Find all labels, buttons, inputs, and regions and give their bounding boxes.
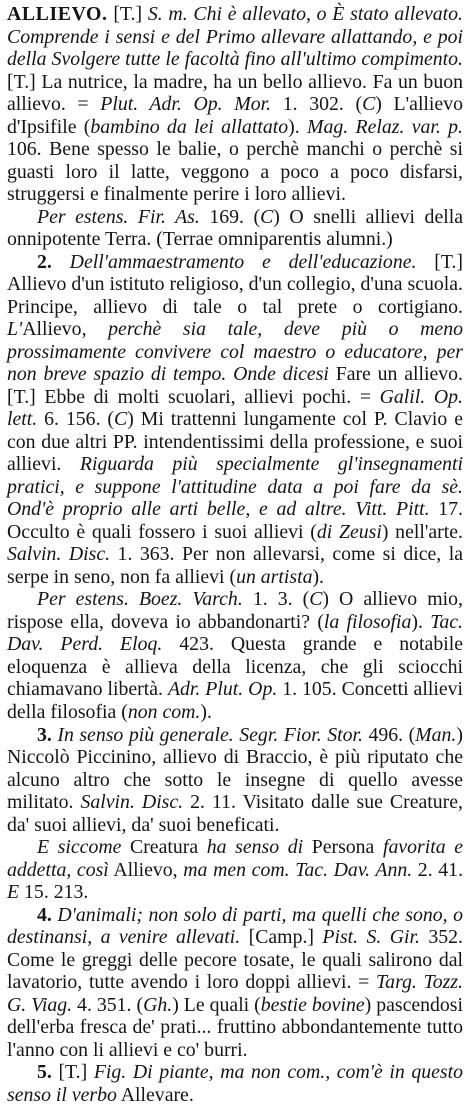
italic-text: E xyxy=(7,881,20,904)
text-run: Fare un allievo. [T.] Ebbe di molti scuolari, allievi pochi. = xyxy=(7,363,463,408)
italic-text: Salvin. Disc. xyxy=(7,543,111,566)
text-run: 2. 41. xyxy=(412,858,464,881)
entry-paragraph xyxy=(7,1061,463,1106)
text-run: ) Niccolò Piccinino, allievo di Braccio, è più riputato che alcuno altro che sotto le insegne di quello avesse militato. xyxy=(7,723,463,814)
entry-paragraph xyxy=(7,724,463,837)
italic-text: Man. xyxy=(415,723,457,746)
entry-paragraph xyxy=(7,251,463,589)
italic-text: D'animali; non solo di parti, ma quelli che sono, o destinansi, a venire allevati. xyxy=(7,903,463,949)
italic-text: bambino da lei allattato xyxy=(90,115,289,138)
text-run: [T.] xyxy=(51,1061,94,1084)
italic-text: C xyxy=(362,93,376,116)
sense-number: 5. xyxy=(37,1061,52,1084)
entry-paragraph xyxy=(7,588,463,723)
text-run: Allievo, xyxy=(108,858,184,881)
text-run: ) nell'arte. xyxy=(381,520,463,543)
italic-text: Targ. Tozz. G. Viag. xyxy=(7,971,463,1016)
italic-text: non com. xyxy=(127,700,201,723)
italic-text: Mag. Relaz. var. p. xyxy=(307,115,463,138)
text-run: [T.] La nutrice, la madre, ha un bello allievo. Fa un buon allievo. = xyxy=(7,70,463,116)
sense-number: 4. xyxy=(37,903,52,926)
text-run: 496. ( xyxy=(362,723,416,746)
dictionary-entry xyxy=(7,3,463,1106)
text-run: 17. Occulto è quali fossero i suoi allievi ( xyxy=(7,498,464,543)
italic-text: Fig. Di piante, ma non com., com'è in questo senso il verbo xyxy=(7,1061,464,1106)
text-run: 4. 351. ( xyxy=(72,993,144,1016)
italic-text: In senso più generale. Segr. Fior. Stor. xyxy=(57,723,363,746)
italic-text: C xyxy=(114,408,128,431)
text-run: 6. 156. ( xyxy=(37,408,115,431)
text-run: 2. 11. Visitato dalle sue Creature, da' suoi allievi, da' suoi beneficati. xyxy=(7,791,463,836)
text-run: [T.] Allievo d'un istituto religioso, d'un collegio, d'una scuola. Principe, allievo di tale o tal prete o cortigiano. xyxy=(7,250,463,318)
italic-text: Adr. Plut. Op. xyxy=(167,678,278,701)
italic-text: Per estens. Boez. Varch. xyxy=(37,588,243,611)
italic-text: C xyxy=(309,588,323,611)
italic-text: Dell'ammaestramento e dell'educazione. xyxy=(69,250,417,273)
headword: ALLIEVO. xyxy=(7,3,108,25)
italic-text: bestie bovine xyxy=(260,993,365,1016)
text-run: [T.] xyxy=(107,3,148,25)
sense-number: 3. xyxy=(37,723,52,746)
text-run: ) O allievo mio, rispose ella, doveva io abbandonarti? ( xyxy=(7,588,463,633)
italic-text: Salvin. Disc. xyxy=(80,791,184,814)
text-run: ) Le quali ( xyxy=(172,993,261,1016)
italic-text: un artista xyxy=(236,565,313,588)
text-run: 1. 105. Concetti allievi della filosofia ( xyxy=(7,678,463,723)
text-run: ) Mi trattenni lungamente col P. Clavio e con due altri PP. intendentissimi della professione, e suoi allievi. xyxy=(7,408,463,476)
text-run: Persona xyxy=(303,836,383,859)
italic-text: la filosofia xyxy=(323,610,412,633)
text-run: [Camp.] xyxy=(240,926,323,949)
text-run: ) pascendosi dell'erba fresca de' prati... fruttino abbondantemente tutto l'anno con li allievi e co' burri. xyxy=(7,993,463,1061)
text-run xyxy=(52,251,70,273)
italic-text: L' xyxy=(7,318,23,341)
text-run: 106. Bene spesso le balie, o perchè manchi o perchè si guasti loro il latte, veggono a poco a poco disfarsi, struggersi e finalmente perire i loro allievi. xyxy=(7,138,463,206)
italic-text: Plut. Adr. Op. Mor. xyxy=(100,93,272,116)
text-run: 352. Come le greggi delle pecore tosate, le quali salirono dal lavatorio, tutte avendo i loro doppi allievi. = xyxy=(7,926,463,994)
text-run: Allevare. xyxy=(116,1083,194,1106)
italic-text: E siccome xyxy=(37,836,122,859)
italic-text: ma men com. Tac. Dav. Ann. xyxy=(183,858,413,881)
italic-text: Pist. S. Gir. xyxy=(322,926,420,949)
sense-number: 2. xyxy=(37,250,52,273)
text-run: Allievo, xyxy=(22,318,109,341)
text-run: 423. Questa grande e notabile eloquenza è allieva della licenza, che gli sciocchi chiamavano libertà. xyxy=(7,633,463,701)
italic-text: Per estens. Fir. As. xyxy=(37,205,200,228)
italic-text: Tac. Dav. Perd. Eloq. xyxy=(7,610,463,656)
italic-text: di Zeusi xyxy=(316,520,382,543)
text-run: ). xyxy=(411,610,431,633)
italic-text: perchè sia tale, deve più o meno prossimamente convivere col maestro o educatore, per non breve spazio di tempo. Onde dicesi xyxy=(7,318,463,386)
italic-text: ha senso di xyxy=(206,836,304,859)
text-run: ). xyxy=(312,565,325,588)
italic-text: C xyxy=(260,205,274,228)
entry-paragraph xyxy=(7,3,463,206)
text-run: Creatura xyxy=(121,836,207,859)
text-run: 1. 363. Per non allevarsi, come si dice, la serpe in seno, non fa allievi ( xyxy=(7,543,463,588)
entry-paragraph xyxy=(7,836,463,904)
text-run: 1. 302. ( xyxy=(271,93,363,116)
text-run: ). xyxy=(288,115,307,138)
text-run: 1. 3. ( xyxy=(242,588,310,611)
italic-text: Galil. Op. lett. xyxy=(7,385,463,431)
italic-text: S. m. Chi è allevato, o È stato allevato. Comprende i sensi e del Primo allevare allattando, e poi della Svolgere tutte le facoltà fino all'ultimo compimento. xyxy=(7,3,464,71)
text-run: 15. 213. xyxy=(19,881,89,904)
italic-text: favorita e addetta, così xyxy=(7,836,463,881)
text-run: ) L'allievo d'Ipsifile ( xyxy=(7,93,463,138)
entry-paragraph xyxy=(7,206,463,251)
text-run: 169. ( xyxy=(199,205,261,228)
entry-paragraph xyxy=(7,904,463,1062)
text-run: ). xyxy=(200,700,212,723)
italic-text: Riguarda più specialmente gl'insegnamenti pratici, e suppone l'attitudine data a poi fare da sè. Ond'è proprio alle arti belle, e ad altre. Vitt. Pitt. xyxy=(7,453,463,521)
text-run: ) O snelli allievi della onnipotente Terra. (Terrae omniparentis alumni.) xyxy=(7,205,463,251)
italic-text: Gh. xyxy=(143,993,173,1016)
